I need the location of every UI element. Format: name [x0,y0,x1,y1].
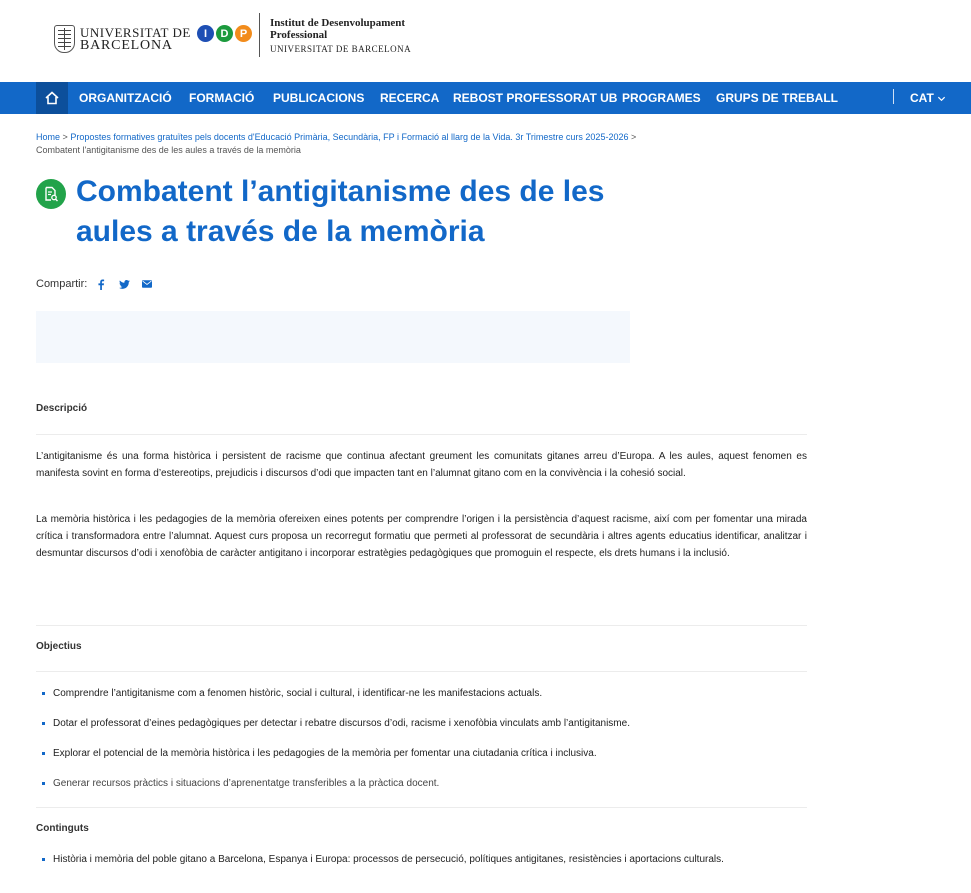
objectives-list [36,685,807,792]
idp-logo-line1: Institut de Desenvolupament [270,17,406,29]
breadcrumb [36,131,716,157]
twitter-icon [119,280,130,289]
email-icon [142,280,152,288]
chevron-down-icon [937,94,946,103]
list-item: Dotar el professorat d’eines pedagògiques per detectar i rebatre discursos d’odi, racisme i xenofòbia vinculats amb l’antigitanisme. [36,715,807,732]
contents-heading: Continguts [36,823,89,834]
contents-list [36,851,807,868]
email-share-button[interactable] [142,280,152,288]
language-label: CAT [910,91,934,105]
nav-home-button[interactable] [36,82,68,114]
section-divider [36,434,807,435]
idp-logo-text[interactable] [270,17,411,55]
breadcrumb-separator: > [62,132,68,142]
list-item: Comprendre l’antigitanisme com a fenomen històric, social i cultural, i identificar-ne les manifestacions actuals. [36,685,807,702]
section-divider [36,807,807,808]
site-header [0,0,971,82]
twitter-share-button[interactable] [119,280,130,289]
idp-logo-line3: UNIVERSITAT DE BARCELONA [270,44,412,54]
home-icon [44,90,60,106]
idp-logo-line2: Professional [270,29,328,41]
idp-logo[interactable] [197,25,254,42]
logo-divider [259,13,260,57]
breadcrumb-home-link[interactable]: Home [36,132,61,142]
title-icon-badge [36,179,66,209]
idp-logo-letter-i: I [197,25,214,42]
list-item: Generar recursos pràctics i situacions d’aprenentatge transferibles a la pràctica docent. [36,775,807,792]
nav-item-organitzacio[interactable]: ORGANITZACIÓ [79,91,172,105]
idp-logo-letter-d: D [216,25,233,42]
objectives-heading: Objectius [36,641,82,652]
section-divider [36,625,807,626]
nav-item-formacio[interactable]: FORMACIÓ [189,91,255,105]
ub-logo[interactable] [54,25,191,53]
idp-logo-letter-p: P [235,25,252,42]
list-item: Història i memòria del poble gitano a Barcelona, Espanya i Europa: processos de persecució, polítiques antigitanes, resistències i aportacions culturals. [36,851,807,868]
share-bar [36,278,152,290]
facebook-icon [97,279,105,290]
breadcrumb-current: Combatent l'antigitanisme des de les aules a través de la memòria [36,145,301,155]
nav-item-publicacions[interactable]: PUBLICACIONS [273,91,365,105]
description-paragraph-1: L’antigitanisme és una forma històrica i persistent de racisme que continua afectant greument les comunitats gitanes arreu d’Europa. A les aules, aquest fenomen es manifesta sovint en forma d’estereotips, prejudicis i discursos d’odi que impacten tant en l’alumnat gitano com en la convivència i la cohesió social. [36,451,807,479]
breadcrumb-parent-link[interactable]: Propostes formatives gratuïtes pels docents d'Educació Primària, Secundària, FP i Formació al llarg de la Vida. 3r Trimestre curs 2025-2026 [70,132,629,142]
ub-logo-line1: UNIVERSITAT DE [80,25,191,40]
nav-separator [893,89,894,104]
description-heading: Descripció [36,403,88,414]
nav-item-recerca[interactable]: RECERCA [380,91,440,105]
page-title: Combatent l’antigitanisme des de les aules a través de la memòria [76,175,605,248]
nav-item-grups-de-treball[interactable]: GRUPS DE TREBALL [716,91,839,105]
facebook-share-button[interactable] [97,279,105,290]
nav-item-rebost-professorat[interactable]: REBOST PROFESSORAT UB [453,91,618,105]
main-nav [0,82,971,114]
nav-item-programes[interactable]: PROGRAMES [622,91,701,105]
description-paragraph-2: La memòria històrica i les pedagogies de la memòria ofereixen eines potents per comprendre l’origen i la persistència d’aquest racisme, així com per fomentar una mirada crítica i transformadora entre l’alumnat. Aquest curs proposa un recorregut formatiu que permeti al professorat de secundària i altres agents educatius identificar, analitzar i desmuntar discursos d’odi i xenofòbia de caràcter antigitano i incorporar estratègies pedagògiques que promoguin el respecte, els drets humans i la inclusió. [36,514,807,559]
section-divider [36,671,807,672]
list-item: Explorar el potencial de la memòria històrica i les pedagogies de la memòria per fomentar una ciutadania crítica i inclusiva. [36,745,807,762]
content-placeholder-box [36,311,630,363]
ub-seal-icon [54,25,75,53]
share-label: Compartir: [36,278,88,290]
breadcrumb-separator: > [630,132,637,142]
document-search-icon [43,186,59,202]
ub-logo-line2: BARCELONA [80,38,173,53]
language-selector[interactable] [910,82,946,114]
